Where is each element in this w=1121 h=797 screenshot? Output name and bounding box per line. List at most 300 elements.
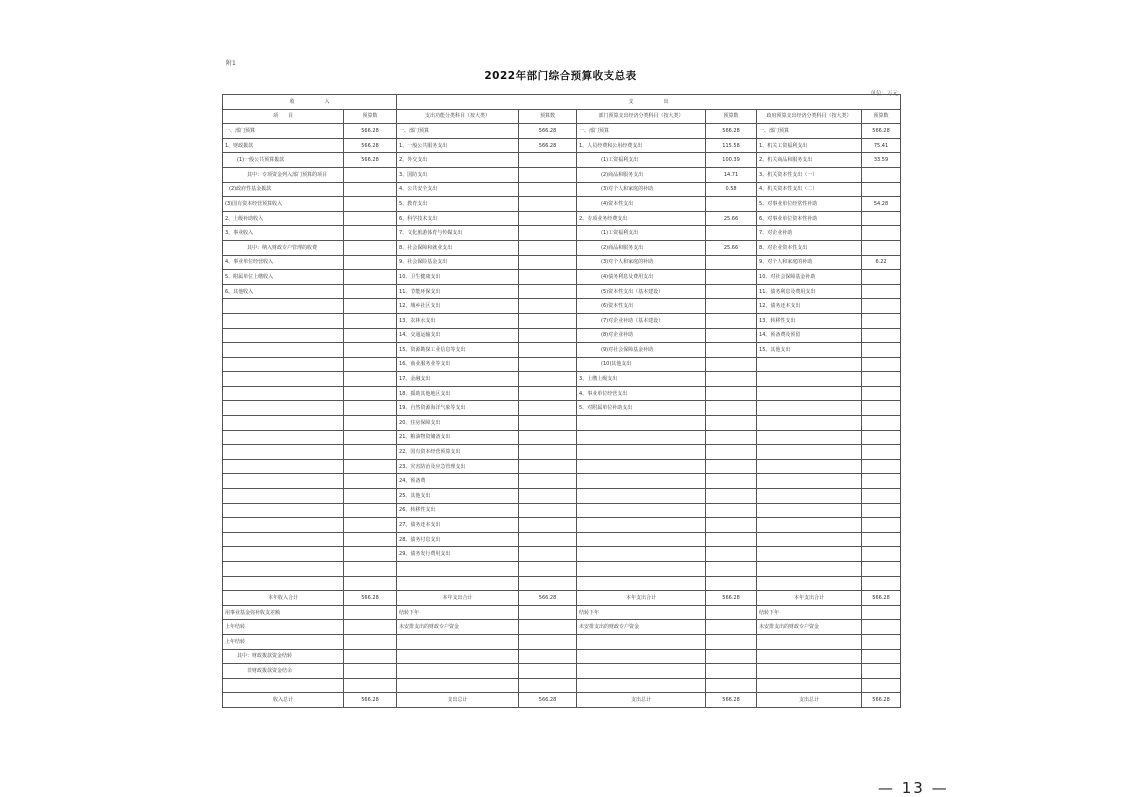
item-label-cell (577, 547, 706, 562)
item-label-cell: (2)商品和服务支出 (577, 167, 706, 182)
col-budget-header: 预算数 (706, 109, 757, 124)
budget-value-cell (344, 518, 397, 533)
budget-value-cell: 566.28 (344, 124, 397, 139)
item-label-cell (223, 562, 344, 577)
item-label-cell: 20、住房保障支出 (397, 416, 519, 431)
item-label-cell: 14、交通运输支出 (397, 328, 519, 343)
page-number: — 13 — (878, 779, 949, 797)
item-label-cell: 17、金融支出 (397, 372, 519, 387)
carry-prev-sub1: 其中：财政拨款资金结转 (223, 649, 344, 664)
item-label-cell: 15、资源勘探工业信息等支出 (397, 343, 519, 358)
item-label-cell (577, 532, 706, 547)
year-expense-total-label: 本年支出合计 (757, 591, 862, 606)
item-label-cell (757, 445, 862, 460)
budget-value-cell (862, 576, 901, 591)
item-label-cell: 一、部门预算 (757, 124, 862, 139)
carry-row-3 (223, 634, 901, 649)
budget-value-cell (344, 167, 397, 182)
budget-value-cell (862, 489, 901, 504)
item-label-cell (757, 503, 862, 518)
item-label-cell (757, 430, 862, 445)
item-label-cell: 21、粮油物资储备支出 (397, 430, 519, 445)
table-row (223, 211, 901, 226)
item-label-cell: 10、对社会保障基金补助 (757, 270, 862, 285)
table-row (223, 138, 901, 153)
carry-forward-label: 结转下年 (757, 605, 862, 620)
table-cell (519, 605, 577, 620)
item-label-cell (757, 416, 862, 431)
budget-value-cell (862, 343, 901, 358)
carry-fund-label: 用事业基金弥补收支差额 (223, 605, 344, 620)
budget-value-cell (862, 518, 901, 533)
item-label-cell: 其中：纳入财政专户管理的收费 (223, 240, 344, 255)
budget-value-cell: 100.39 (706, 153, 757, 168)
item-label-cell: 27、债务还本支出 (397, 518, 519, 533)
item-label-cell: 6、科学技术支出 (397, 211, 519, 226)
item-label-cell (223, 532, 344, 547)
budget-value-cell (862, 503, 901, 518)
budget-value-cell (519, 343, 577, 358)
item-label-cell (577, 503, 706, 518)
item-label-cell (223, 430, 344, 445)
budget-value-cell (706, 372, 757, 387)
item-label-cell (223, 576, 344, 591)
item-label-cell (397, 576, 519, 591)
table-cell (706, 664, 757, 679)
table-row (223, 518, 901, 533)
budget-value-cell (706, 284, 757, 299)
year-total-row (223, 591, 901, 606)
table-row (223, 474, 901, 489)
budget-value-cell (519, 430, 577, 445)
expense-group-header: 支 出 (397, 95, 901, 110)
col-budget-header: 预算数 (519, 109, 577, 124)
budget-value-cell: 25.66 (706, 240, 757, 255)
budget-value-cell (706, 562, 757, 577)
budget-value-cell (706, 255, 757, 270)
item-label-cell (577, 474, 706, 489)
item-label-cell (223, 416, 344, 431)
item-label-cell (577, 576, 706, 591)
item-label-cell: (1)工资福利支出 (577, 153, 706, 168)
item-label-cell: 4、事业单位经营支出 (577, 386, 706, 401)
item-label-cell: 14、预备费及预留 (757, 328, 862, 343)
item-label-cell (577, 445, 706, 460)
table-cell (344, 649, 397, 664)
item-label-cell (757, 459, 862, 474)
table-cell (757, 678, 862, 693)
item-label-cell: 8、社会保障和就业支出 (397, 240, 519, 255)
budget-value-cell (706, 328, 757, 343)
sheet-label: 附1 (226, 60, 236, 67)
table-cell (862, 634, 901, 649)
item-label-cell: 28、债务付息支出 (397, 532, 519, 547)
budget-value-cell (344, 240, 397, 255)
budget-table (222, 94, 901, 708)
unit-label: 单位：万元 (870, 91, 898, 97)
budget-value-cell: 566.28 (519, 124, 577, 139)
item-label-cell: (1)一般公共预算拨款 (223, 153, 344, 168)
budget-value-cell (344, 343, 397, 358)
budget-value-cell (344, 226, 397, 241)
table-row (223, 503, 901, 518)
budget-value-cell (344, 430, 397, 445)
budget-value-cell: 25.66 (706, 211, 757, 226)
item-label-cell (223, 386, 344, 401)
budget-value-cell (344, 270, 397, 285)
budget-value-cell (706, 197, 757, 212)
item-label-cell: (2)商品和服务支出 (577, 240, 706, 255)
budget-value-cell (344, 372, 397, 387)
budget-value-cell (344, 328, 397, 343)
table-cell (397, 634, 519, 649)
item-label-cell: (1)工资福利支出 (577, 226, 706, 241)
budget-value-cell (706, 518, 757, 533)
item-label-cell: 3、机关资本性支出（一） (757, 167, 862, 182)
budget-value-cell (706, 343, 757, 358)
item-label-cell: (7)对企业补助（基本建设） (577, 313, 706, 328)
item-label-cell: 24、预备费 (397, 474, 519, 489)
item-label-cell: 1、人员经费和公用经费支出 (577, 138, 706, 153)
item-label-cell: 18、援助其他地区支出 (397, 386, 519, 401)
budget-value-cell: 566.28 (706, 124, 757, 139)
budget-value-cell (519, 489, 577, 504)
budget-value-cell (519, 562, 577, 577)
carry-row-5 (223, 664, 901, 679)
budget-value-cell (862, 211, 901, 226)
budget-value-cell (519, 445, 577, 460)
item-label-cell: 19、自然资源海洋气象等支出 (397, 401, 519, 416)
table-row (223, 270, 901, 285)
budget-value-cell (706, 474, 757, 489)
item-label-cell: 9、对个人和家庭的补助 (757, 255, 862, 270)
table-cell (577, 649, 706, 664)
col-gov-econ-class-header: 政府预算支出经济分类科目（按大类） (757, 109, 862, 124)
document-title: 2022年部门综合预算收支总表 (484, 70, 637, 82)
budget-value-cell (519, 372, 577, 387)
budget-value-cell (344, 357, 397, 372)
budget-value-cell (862, 299, 901, 314)
col-budget-header: 预算数 (862, 109, 901, 124)
item-label-cell: (8)对企业补助 (577, 328, 706, 343)
item-label-cell (577, 459, 706, 474)
table-row (223, 489, 901, 504)
item-label-cell: (4)债务利息及费用支出 (577, 270, 706, 285)
item-label-cell: (6)资本性支出 (577, 299, 706, 314)
table-row (223, 416, 901, 431)
table-cell (397, 678, 519, 693)
item-label-cell: 5、对附属单位补助支出 (577, 401, 706, 416)
item-label-cell (757, 532, 862, 547)
budget-value-cell: 6.22 (862, 255, 901, 270)
budget-value-cell (344, 503, 397, 518)
table-row (223, 240, 901, 255)
item-label-cell: 9、社会保险基金支出 (397, 255, 519, 270)
item-label-cell: 一、部门预算 (577, 124, 706, 139)
budget-value-cell (862, 401, 901, 416)
budget-value-cell (519, 576, 577, 591)
item-label-cell (223, 313, 344, 328)
budget-value-cell (706, 576, 757, 591)
table-row (223, 182, 901, 197)
budget-value-cell (519, 299, 577, 314)
table-row (223, 562, 901, 577)
item-label-cell (223, 459, 344, 474)
budget-value-cell (706, 357, 757, 372)
budget-value-cell (706, 270, 757, 285)
budget-value-cell (862, 226, 901, 241)
table-cell (519, 634, 577, 649)
table-row (223, 197, 901, 212)
item-label-cell (757, 386, 862, 401)
budget-value-cell (862, 372, 901, 387)
item-label-cell (577, 489, 706, 504)
budget-value-cell (344, 474, 397, 489)
item-label-cell (577, 562, 706, 577)
table-cell (862, 620, 901, 635)
table-row (223, 372, 901, 387)
budget-value-cell (862, 459, 901, 474)
budget-value-cell (706, 226, 757, 241)
year-expense-total-value: 566.28 (862, 591, 901, 606)
item-label-cell (223, 547, 344, 562)
budget-value-cell (344, 562, 397, 577)
budget-value-cell (862, 284, 901, 299)
year-expense-total-value: 566.28 (519, 591, 577, 606)
item-label-cell (757, 489, 862, 504)
budget-value-cell (519, 328, 577, 343)
year-expense-total-value: 566.28 (706, 591, 757, 606)
item-label-cell (223, 343, 344, 358)
budget-value-cell (706, 489, 757, 504)
budget-value-cell: 54.28 (862, 197, 901, 212)
item-label-cell (757, 518, 862, 533)
budget-value-cell (862, 270, 901, 285)
budget-value-cell (706, 547, 757, 562)
item-label-cell: (9)对社会保障基金补助 (577, 343, 706, 358)
item-label-cell (223, 445, 344, 460)
item-label-cell: 10、卫生健康支出 (397, 270, 519, 285)
budget-value-cell: 566.28 (862, 124, 901, 139)
col-func-class-header: 支出功能分类科目（按大类） (397, 109, 519, 124)
budget-value-cell (344, 489, 397, 504)
budget-value-cell (519, 240, 577, 255)
item-label-cell: 4、机关资本性支出（二） (757, 182, 862, 197)
budget-value-cell (862, 532, 901, 547)
budget-value-cell (519, 503, 577, 518)
item-label-cell: (5)资本性支出（基本建设） (577, 284, 706, 299)
expense-sum-label: 支出总计 (397, 693, 519, 708)
item-label-cell: 11、节能环保支出 (397, 284, 519, 299)
table-cell (577, 664, 706, 679)
item-label-cell: 6、其他收入 (223, 284, 344, 299)
carry-prev-sub2: 非财政拨款资金结余 (223, 664, 344, 679)
unfinished-label: 未安排支出的财政专户资金 (757, 620, 862, 635)
budget-value-cell (519, 532, 577, 547)
item-label-cell: 13、农林水支出 (397, 313, 519, 328)
item-label-cell: 3、国防支出 (397, 167, 519, 182)
budget-value-cell (519, 226, 577, 241)
budget-value-cell (519, 518, 577, 533)
item-label-cell (223, 474, 344, 489)
table-cell (344, 620, 397, 635)
table-cell (344, 678, 397, 693)
item-label-cell (577, 430, 706, 445)
budget-value-cell (706, 503, 757, 518)
item-label-cell (757, 474, 862, 489)
item-label-cell: 11、债务利息及费用支出 (757, 284, 862, 299)
table-cell (706, 620, 757, 635)
budget-value-cell (519, 211, 577, 226)
budget-value-cell (344, 445, 397, 460)
budget-value-cell: 0.58 (706, 182, 757, 197)
budget-value-cell (519, 255, 577, 270)
item-label-cell: 2、机关商品和服务支出 (757, 153, 862, 168)
budget-value-cell (862, 328, 901, 343)
table-row (223, 328, 901, 343)
budget-value-cell (706, 445, 757, 460)
item-label-cell: 1、机关工资福利支出 (757, 138, 862, 153)
table-row (223, 401, 901, 416)
table-cell (862, 664, 901, 679)
budget-value-cell (862, 445, 901, 460)
table-cell (344, 605, 397, 620)
item-label-cell: 7、对企业补助 (757, 226, 862, 241)
table-row (223, 343, 901, 358)
table-cell (397, 664, 519, 679)
table-row (223, 547, 901, 562)
budget-value-cell (519, 313, 577, 328)
budget-value-cell (344, 211, 397, 226)
table-cell (519, 664, 577, 679)
budget-value-cell (344, 182, 397, 197)
budget-value-cell (519, 459, 577, 474)
item-label-cell: 其中：专项资金列入部门预算的项目 (223, 167, 344, 182)
item-label-cell: 1、一般公共服务支出 (397, 138, 519, 153)
table-cell (862, 649, 901, 664)
budget-value-cell (706, 430, 757, 445)
item-label-cell: 5、对事业单位经常性补助 (757, 197, 862, 212)
item-label-cell: (4)资本性支出 (577, 197, 706, 212)
budget-value-cell (344, 299, 397, 314)
item-label-cell: 1、财政拨款 (223, 138, 344, 153)
item-label-cell (757, 576, 862, 591)
table-row (223, 430, 901, 445)
unfinished-label: 未安排支出的财政专户资金 (397, 620, 519, 635)
expense-sum-label: 支出总计 (757, 693, 862, 708)
budget-value-cell (519, 357, 577, 372)
budget-value-cell (344, 313, 397, 328)
item-label-cell: 2、外交支出 (397, 153, 519, 168)
item-label-cell: 13、转移性支出 (757, 313, 862, 328)
table-row (223, 576, 901, 591)
carry-row-1 (223, 605, 901, 620)
table-cell (757, 634, 862, 649)
budget-value-cell: 566.28 (519, 138, 577, 153)
budget-value-cell (706, 532, 757, 547)
table-cell (706, 678, 757, 693)
expense-sum-label: 支出总计 (577, 693, 706, 708)
budget-value-cell (862, 182, 901, 197)
table-row (223, 167, 901, 182)
item-label-cell: 2、上级补助收入 (223, 211, 344, 226)
item-label-cell (223, 489, 344, 504)
income-sum-label: 收入总计 (223, 693, 344, 708)
item-label-cell: 7、文化旅游体育与传媒支出 (397, 226, 519, 241)
item-label-cell (223, 357, 344, 372)
budget-value-cell (519, 270, 577, 285)
item-label-cell: 15、其他支出 (757, 343, 862, 358)
item-label-cell: 3、上缴上级支出 (577, 372, 706, 387)
budget-value-cell (862, 474, 901, 489)
item-label-cell: 一、部门预算 (397, 124, 519, 139)
budget-value-cell (519, 197, 577, 212)
year-income-total-value: 566.28 (344, 591, 397, 606)
budget-value-cell: 33.59 (862, 153, 901, 168)
table-cell (344, 634, 397, 649)
table-row (223, 124, 901, 139)
item-label-cell: 22、国有资本经营预算支出 (397, 445, 519, 460)
table-row (223, 226, 901, 241)
col-project-header: 项 目 (223, 109, 344, 124)
budget-value-cell: 566.28 (344, 153, 397, 168)
carry-row-6 (223, 678, 901, 693)
item-label-cell (577, 416, 706, 431)
item-label-cell: 4、事业单位经营收入 (223, 255, 344, 270)
budget-value-cell (862, 386, 901, 401)
item-label-cell: 5、教育支出 (397, 197, 519, 212)
item-label-cell: 29、债务发行费用支出 (397, 547, 519, 562)
item-label-cell: 6、对事业单位资本性补助 (757, 211, 862, 226)
budget-value-cell (344, 416, 397, 431)
year-income-total-label: 本年收入合计 (223, 591, 344, 606)
item-label-cell (757, 562, 862, 577)
budget-value-cell (344, 386, 397, 401)
budget-value-cell (706, 313, 757, 328)
item-label-cell (757, 372, 862, 387)
item-label-cell: 12、债务还本支出 (757, 299, 862, 314)
unfinished-label: 未安排支出的财政专户资金 (577, 620, 706, 635)
budget-value-cell (862, 547, 901, 562)
income-group-header: 收 入 (223, 95, 397, 110)
carry-row-2 (223, 620, 901, 635)
budget-value-cell (344, 401, 397, 416)
table-row (223, 357, 901, 372)
budget-value-cell (862, 562, 901, 577)
budget-value-cell (862, 240, 901, 255)
item-label-cell: 4、公共安全支出 (397, 182, 519, 197)
item-label-cell: 23、灾害防治及应急管理支出 (397, 459, 519, 474)
item-label-cell: 8、对企业资本性支出 (757, 240, 862, 255)
table-row (223, 284, 901, 299)
budget-value-cell (344, 576, 397, 591)
item-label-cell (397, 562, 519, 577)
item-label-cell (223, 518, 344, 533)
budget-value-cell (706, 459, 757, 474)
budget-value-cell: 566.28 (344, 138, 397, 153)
budget-value-cell (519, 547, 577, 562)
item-label-cell: (3)对个人和家庭的补助 (577, 182, 706, 197)
item-label-cell (223, 372, 344, 387)
col-econ-class-header: 部门预算支出经济分类科目（按大类） (577, 109, 706, 124)
table-cell (344, 664, 397, 679)
table-cell (519, 620, 577, 635)
budget-value-cell (344, 197, 397, 212)
budget-value-cell (706, 299, 757, 314)
budget-value-cell (862, 167, 901, 182)
item-label-cell: (3)国有资本经营预算收入 (223, 197, 344, 212)
item-label-cell: 12、城乡社区支出 (397, 299, 519, 314)
